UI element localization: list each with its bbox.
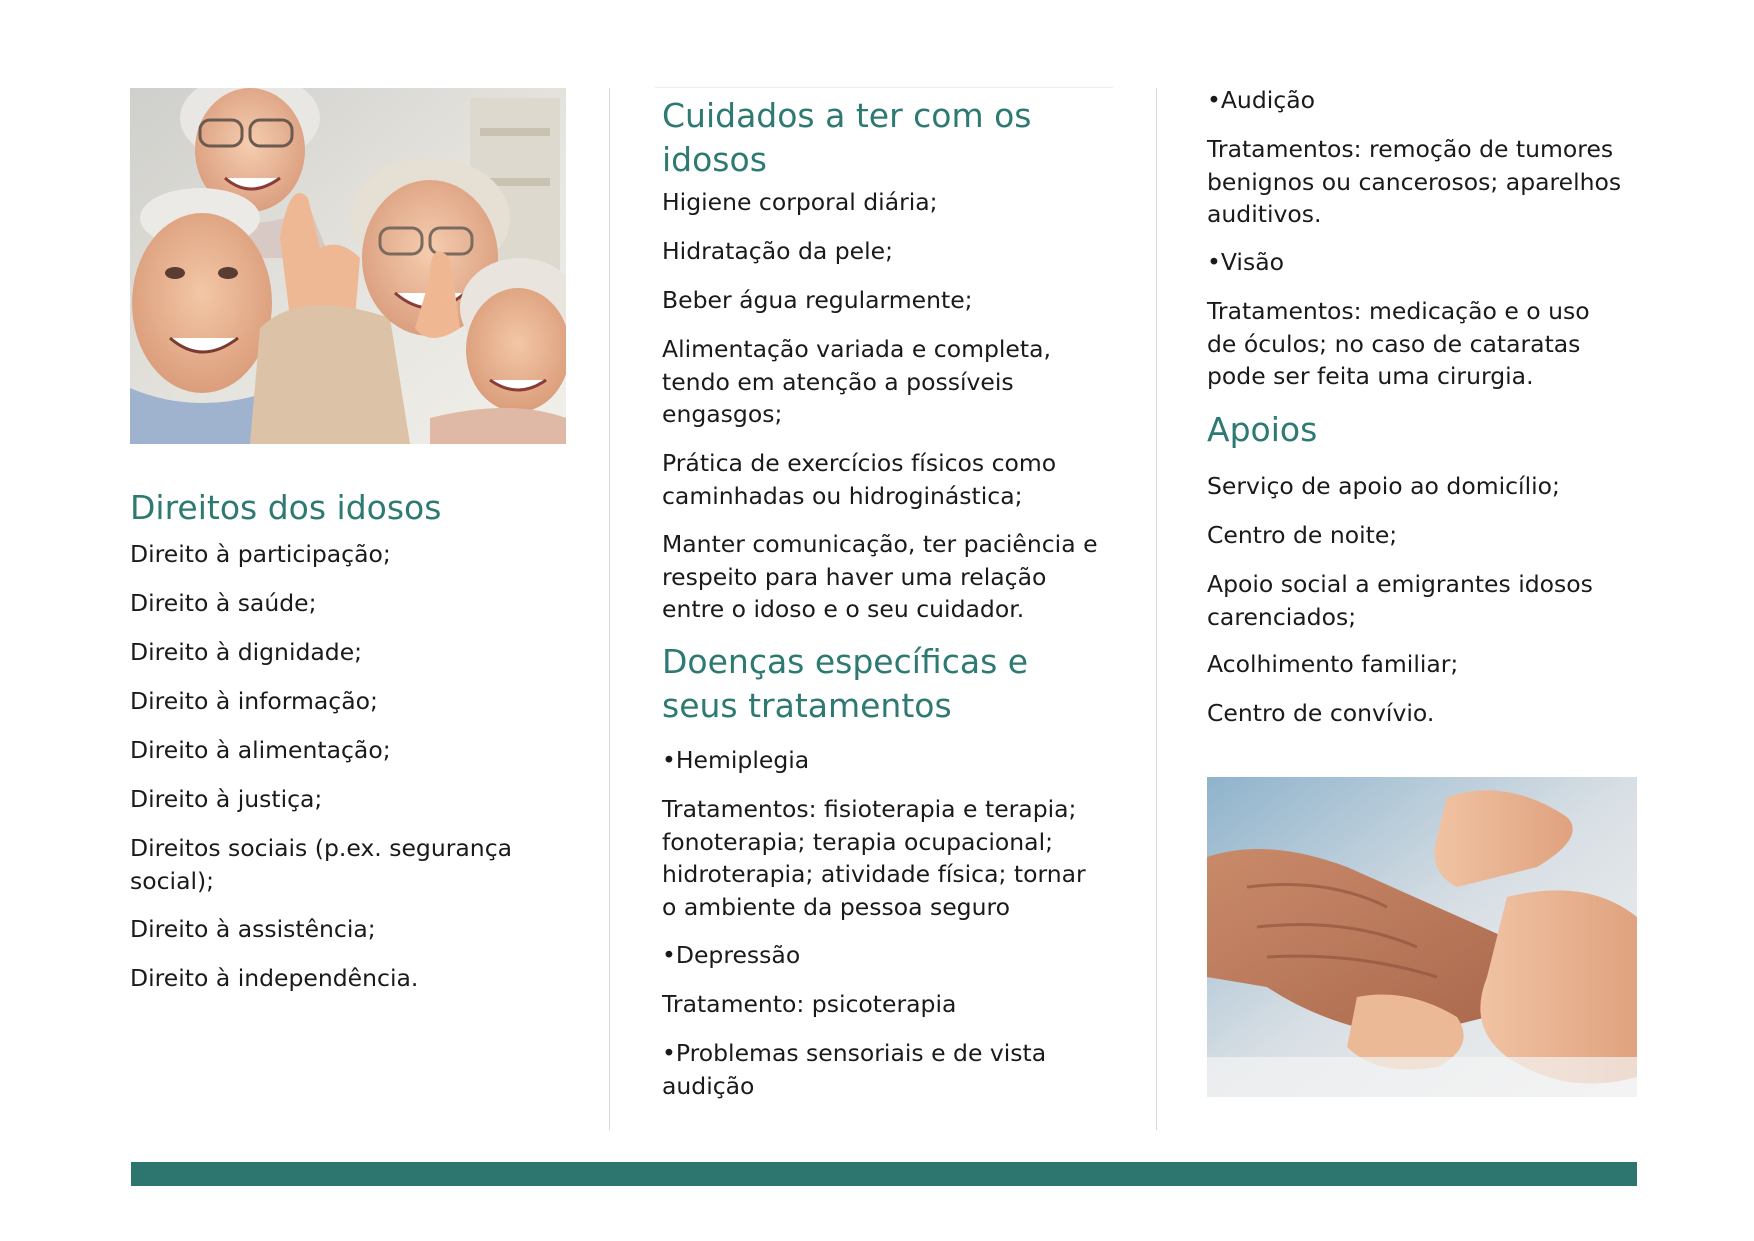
support-item: Centro de convívio. bbox=[1207, 699, 1435, 727]
rights-item: Direito à justiça; bbox=[130, 785, 323, 813]
care-item: Higiene corporal diária; bbox=[662, 188, 938, 216]
disease-item: •Audição bbox=[1207, 86, 1315, 114]
holding-hands-photo bbox=[1207, 777, 1637, 1097]
seniors-thumbs-up-photo bbox=[130, 88, 566, 444]
top-rule bbox=[655, 87, 1113, 88]
disease-item: •Depressão bbox=[662, 941, 801, 969]
support-item: Serviço de apoio ao domicílio; bbox=[1207, 472, 1560, 500]
disease-item: Tratamentos: fisioterapia e terapia; fonoterapia; terapia ocupacional; hidroterapia; atividade física; tornar o ambiente da pessoa seguro bbox=[662, 795, 1086, 921]
support-item: Apoio social a emigrantes idosos carenciados; bbox=[1207, 570, 1593, 631]
rights-item: Direito à alimentação; bbox=[130, 736, 391, 764]
rights-item: Direito à informação; bbox=[130, 687, 378, 715]
rights-item: Direitos sociais (p.ex. segurança social); bbox=[130, 834, 513, 895]
support-item: Centro de noite; bbox=[1207, 521, 1398, 549]
disease-item: •Visão bbox=[1207, 248, 1284, 276]
disease-item: Tratamentos: medicação e o uso de óculos; no caso de cataratas pode ser feita uma cirurgia. bbox=[1207, 297, 1590, 390]
column-divider-right bbox=[1156, 88, 1157, 1130]
care-item: Manter comunicação, ter paciência e respeito para haver uma relação entre o idoso e o seu cuidador. bbox=[662, 530, 1098, 623]
care-item: Alimentação variada e completa, tendo em atenção a possíveis engasgos; bbox=[662, 335, 1051, 428]
disease-item: •Hemiplegia bbox=[662, 746, 810, 774]
care-item: Hidratação da pele; bbox=[662, 237, 894, 265]
rights-item: Direito à independência. bbox=[130, 964, 419, 992]
rights-title: Direitos dos idosos bbox=[130, 488, 442, 527]
support-item: Acolhimento familiar; bbox=[1207, 650, 1459, 678]
column-divider-left bbox=[609, 88, 610, 1130]
disease-item: Tratamentos: remoção de tumores benignos ou cancerosos; aparelhos auditivos. bbox=[1207, 135, 1622, 228]
care-title: Cuidados a ter com os idosos bbox=[662, 96, 1032, 179]
rights-item: Direito à saúde; bbox=[130, 589, 317, 617]
rights-item: Direito à participação; bbox=[130, 540, 391, 568]
rights-item: Direito à dignidade; bbox=[130, 638, 363, 666]
disease-item: Tratamento: psicoterapia bbox=[662, 990, 957, 1018]
diseases-title: Doenças específicas e seus tratamentos bbox=[662, 642, 1029, 725]
care-item: Prática de exercícios físicos como caminhadas ou hidroginástica; bbox=[662, 449, 1057, 510]
rights-item: Direito à assistência; bbox=[130, 915, 376, 943]
footer-bar bbox=[131, 1162, 1637, 1186]
support-title: Apoios bbox=[1207, 410, 1318, 449]
care-item: Beber água regularmente; bbox=[662, 286, 973, 314]
disease-item: •Problemas sensoriais e de vista audição bbox=[662, 1039, 1047, 1100]
